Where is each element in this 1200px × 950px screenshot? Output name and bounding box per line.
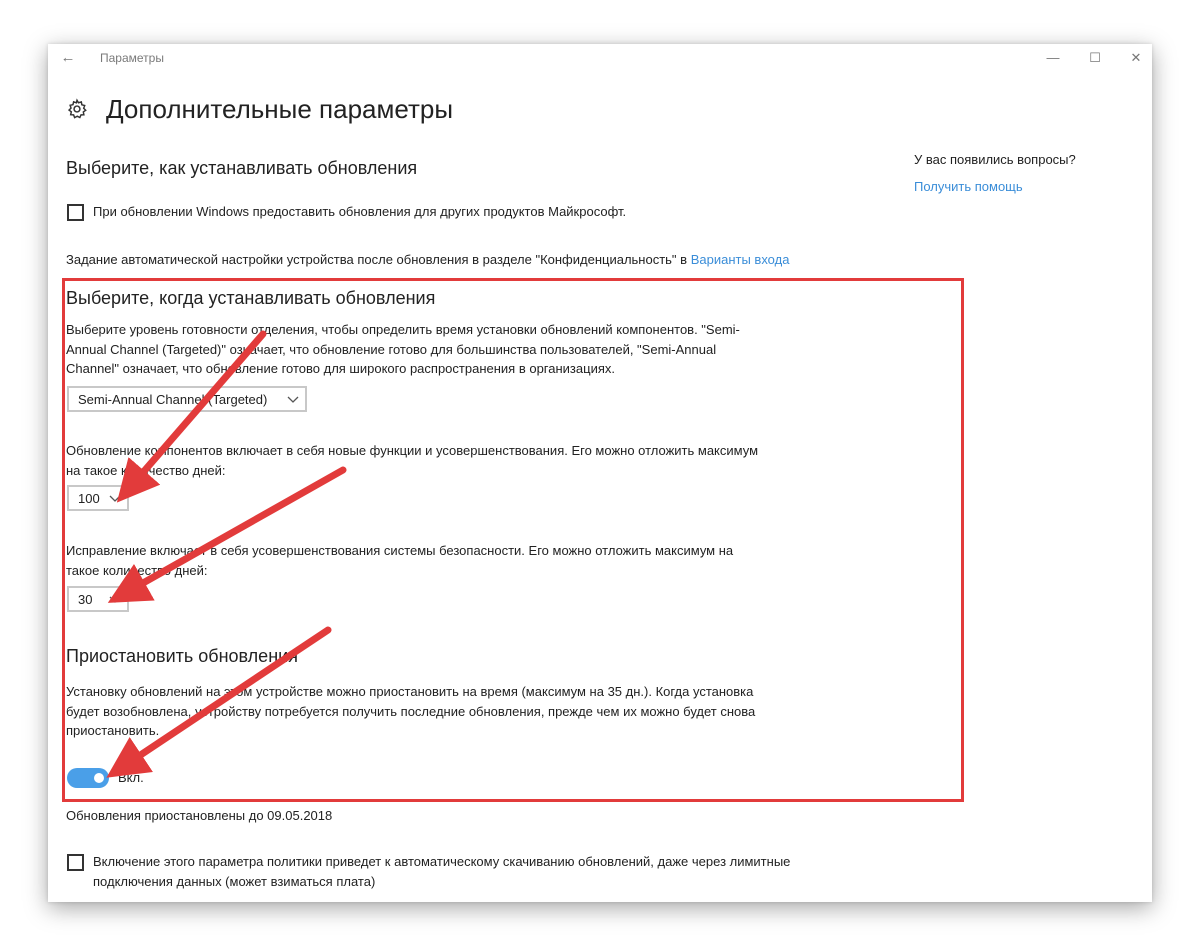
chevron-down-icon (109, 593, 121, 605)
pause-toggle-label: Вкл. (118, 770, 144, 785)
close-button[interactable]: ✕ (1130, 50, 1142, 65)
pause-heading: Приостановить обновления (66, 646, 298, 666)
feature-line-1: Обновление компонентов включает в себя новые функции и усовершенствования. Его можно отложить максимум (66, 443, 759, 458)
metered-line-1: Включение этого параметра политики приведет к автоматическому скачиванию обновлений, даже через лимитные (93, 854, 791, 869)
pause-description (66, 682, 755, 741)
other-products-checkbox[interactable] (67, 204, 84, 221)
get-help-link[interactable]: Получить помощь (914, 179, 1023, 194)
metered-download-checkbox[interactable] (67, 854, 84, 871)
auto-setup-text (66, 250, 789, 270)
chevron-down-icon (287, 393, 299, 405)
toggle-knob (94, 773, 104, 783)
quality-line-1: Исправление включает в себя усовершенствования системы безопасности. Его можно отложить максимум на (66, 543, 734, 558)
quality-line-2: такое количество дней: (66, 562, 208, 578)
metered-download-label (93, 852, 790, 891)
readiness-line-1: Выберите уровень готовности отделения, чтобы определить время установки обновлений компонентов. "Semi- (66, 322, 740, 337)
pause-line-2: будет возобновлена, устройству потребуется получить последние обновления, прежде чем их можно будет снова (66, 703, 756, 719)
maximize-button[interactable]: ☐ (1089, 50, 1101, 65)
quality-update-description (66, 541, 733, 580)
quality-days-dropdown[interactable] (67, 586, 129, 612)
channel-dropdown[interactable] (67, 386, 307, 412)
readiness-line-3: Channel" означает, что обновление готово для широкого распространения в организациях. (66, 361, 615, 376)
minimize-button[interactable]: — (1046, 50, 1060, 65)
readiness-description (66, 320, 740, 379)
gear-icon (66, 98, 88, 120)
back-arrow-icon[interactable]: ← (60, 49, 76, 66)
readiness-line-2: Annual Channel (Targeted)" означает, что обновление готово для большинства пользователей, "Semi-Annual (66, 341, 717, 357)
other-products-checkbox-label: При обновлении Windows предоставить обновления для других продуктов Майкрософт. (93, 204, 627, 219)
metered-line-2: подключения данных (может взиматься плата) (93, 873, 376, 889)
how-install-heading: Выберите, как устанавливать обновления (66, 158, 418, 178)
settings-window (48, 44, 1152, 902)
auto-setup-description: Задание автоматической настройки устройства после обновления в разделе "Конфиденциальность" в (66, 252, 688, 267)
quality-days-value: 30 (78, 592, 93, 607)
feature-line-2: на такое количество дней: (66, 462, 226, 478)
pause-toggle[interactable] (67, 768, 109, 788)
channel-value: Semi-Annual Channel (Targeted) (78, 392, 268, 407)
pause-line-1: Установку обновлений на этом устройстве можно приостановить на время (максимум на 35 дн.). Когда установка (66, 684, 754, 699)
feature-days-dropdown[interactable] (67, 485, 129, 511)
help-question: У вас появились вопросы? (914, 152, 1076, 167)
chevron-down-icon (109, 492, 121, 504)
title-bar (48, 44, 1152, 74)
when-install-heading: Выберите, когда устанавливать обновления (66, 288, 436, 308)
page-title: Дополнительные параметры (106, 94, 454, 124)
paused-until-text: Обновления приостановлены до 09.05.2018 (66, 808, 333, 823)
feature-update-description (66, 441, 758, 480)
pause-line-3: приостановить. (66, 723, 160, 738)
feature-days-value: 100 (78, 491, 100, 506)
sign-in-options-link[interactable]: Варианты входа (690, 252, 790, 267)
window-title: Параметры (100, 51, 164, 65)
